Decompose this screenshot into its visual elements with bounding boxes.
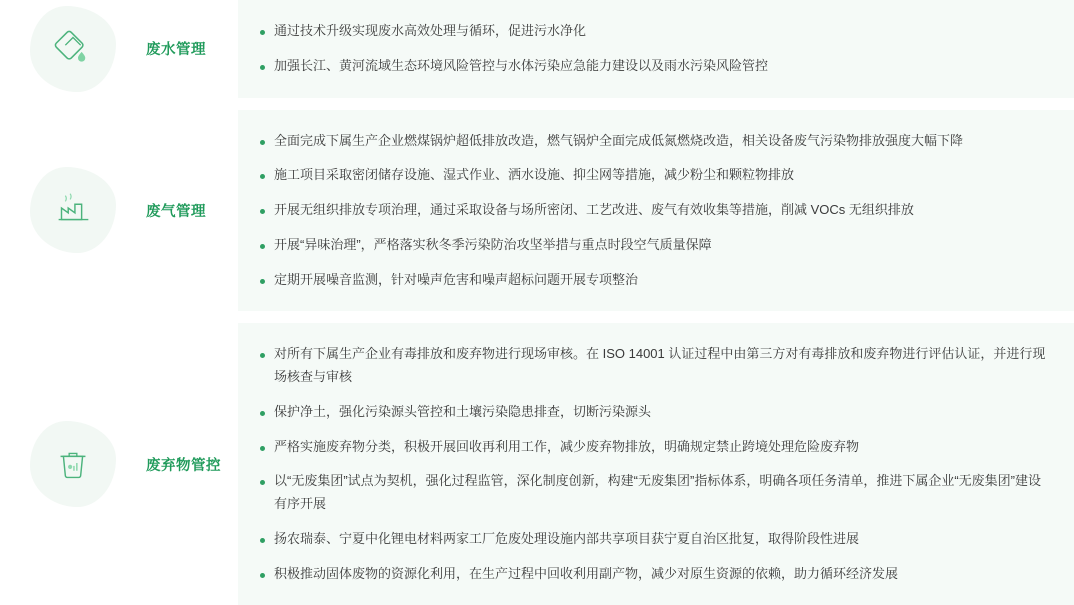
bullet-dot-icon — [260, 174, 265, 179]
list-item — [260, 528, 1052, 551]
bullet-dot-icon — [260, 244, 265, 249]
bullet-text: 以“无废集团”试点为契机，强化过程监管，深化制度创新，构建“无废集团”指标体系，明确各项任务清单，推进下属企业“无废集团”建设有序开展 — [274, 473, 1041, 511]
list-item — [260, 401, 1052, 424]
bullet-dot-icon — [260, 209, 265, 214]
bullet-dot-icon — [260, 480, 265, 485]
list-item — [260, 436, 1052, 459]
bullet-text: 通过技术升级实现废水高效处理与循环，促进污水净化 — [274, 23, 587, 38]
section-wastewater — [0, 0, 1074, 98]
bullet-text: 定期开展噪音监测，针对噪声危害和噪声超标问题开展专项整治 — [274, 271, 639, 287]
icon-column-waste-gas — [0, 110, 146, 312]
list-item — [260, 20, 1052, 43]
icon-blob-solid-waste — [30, 421, 116, 507]
bullet-dot-icon — [260, 279, 265, 284]
list-item — [260, 55, 1052, 78]
section-solid-waste — [0, 323, 1074, 605]
list-item — [260, 164, 1052, 187]
section-title-solid-waste: 废弃物管控 — [146, 457, 221, 474]
bullet-text: 加强长江、黄河流域生态环境风险管控与水体污染应急能力建设以及雨水污染风险管控 — [274, 57, 769, 73]
list-item — [260, 470, 1052, 516]
trash-bin-icon — [50, 441, 96, 487]
icon-blob-wastewater — [30, 6, 116, 92]
bullet-text: 开展“异味治理”，严格落实秋冬季污染防治攻坚举措与重点时段空气质量保障 — [274, 236, 712, 252]
list-item — [260, 234, 1052, 257]
list-item — [260, 269, 1052, 292]
bullet-text: 严格实施废弃物分类，积极开展回收再利用工作，减少废弃物排放，明确规定禁止跨境处理危险废弃物 — [274, 438, 860, 454]
bullet-dot-icon — [260, 65, 265, 70]
bullet-dot-icon — [260, 353, 265, 358]
section-title-waste-gas: 废气管理 — [146, 203, 206, 220]
section-title-wastewater: 废水管理 — [146, 42, 206, 59]
bullet-text: 施工项目采取密闭储存设施、湿式作业、洒水设施、抑尘网等措施，减少粉尘和颗粒物排放 — [274, 167, 795, 183]
bullet-text: 积极推动固体废物的资源化利用，在生产过程中回收利用副产物，减少对原生资源的依赖，助力循环经济发展 — [274, 565, 899, 581]
bullet-dot-icon — [260, 538, 265, 543]
water-drop-diamond-icon — [50, 26, 96, 72]
content-panel-waste-gas — [238, 110, 1074, 312]
section-divider — [0, 98, 1074, 110]
title-column-solid-waste — [146, 323, 238, 605]
title-column-wastewater — [146, 0, 238, 98]
bullet-text: 对所有下属生产企业有毒排放和废弃物进行现场审核。在 ISO 14001 认证过程中由第三方对有毒排放和废弃物进行评估认证，并进行现场核查与审核 — [274, 346, 1046, 384]
icon-column-solid-waste — [0, 323, 146, 605]
icon-blob-waste-gas — [30, 167, 116, 253]
list-item — [260, 199, 1052, 222]
icon-column-wastewater — [0, 0, 146, 98]
content-panel-wastewater — [238, 0, 1074, 98]
bullet-dot-icon — [260, 140, 265, 145]
bullet-dot-icon — [260, 573, 265, 578]
bullet-dot-icon — [260, 411, 265, 416]
list-item — [260, 563, 1052, 586]
bullet-text: 开展无组织排放专项治理，通过采取设备与场所密闭、工艺改进、废气有效收集等措施，削减 VOCs 无组织排放 — [274, 202, 914, 217]
list-item — [260, 343, 1052, 389]
factory-chimney-icon — [50, 187, 96, 233]
bullet-text: 保护净土，强化污染源头管控和土壤污染隐患排查，切断污染源头 — [274, 403, 652, 419]
bullet-text: 全面完成下属生产企业燃煤锅炉超低排放改造，燃气锅炉全面完成低氮燃烧改造，相关设备废气污染物排放强度大幅下降 — [274, 132, 964, 148]
section-divider — [0, 311, 1074, 323]
bullet-dot-icon — [260, 30, 265, 35]
bullet-text: 扬农瑞泰、宁夏中化锂电材料两家工厂危废处理设施内部共享项目获宁夏自治区批复，取得阶段性进展 — [274, 530, 860, 546]
title-column-waste-gas — [146, 110, 238, 312]
list-item — [260, 130, 1052, 153]
content-panel-solid-waste — [238, 323, 1074, 605]
section-waste-gas — [0, 110, 1074, 312]
bullet-dot-icon — [260, 446, 265, 451]
